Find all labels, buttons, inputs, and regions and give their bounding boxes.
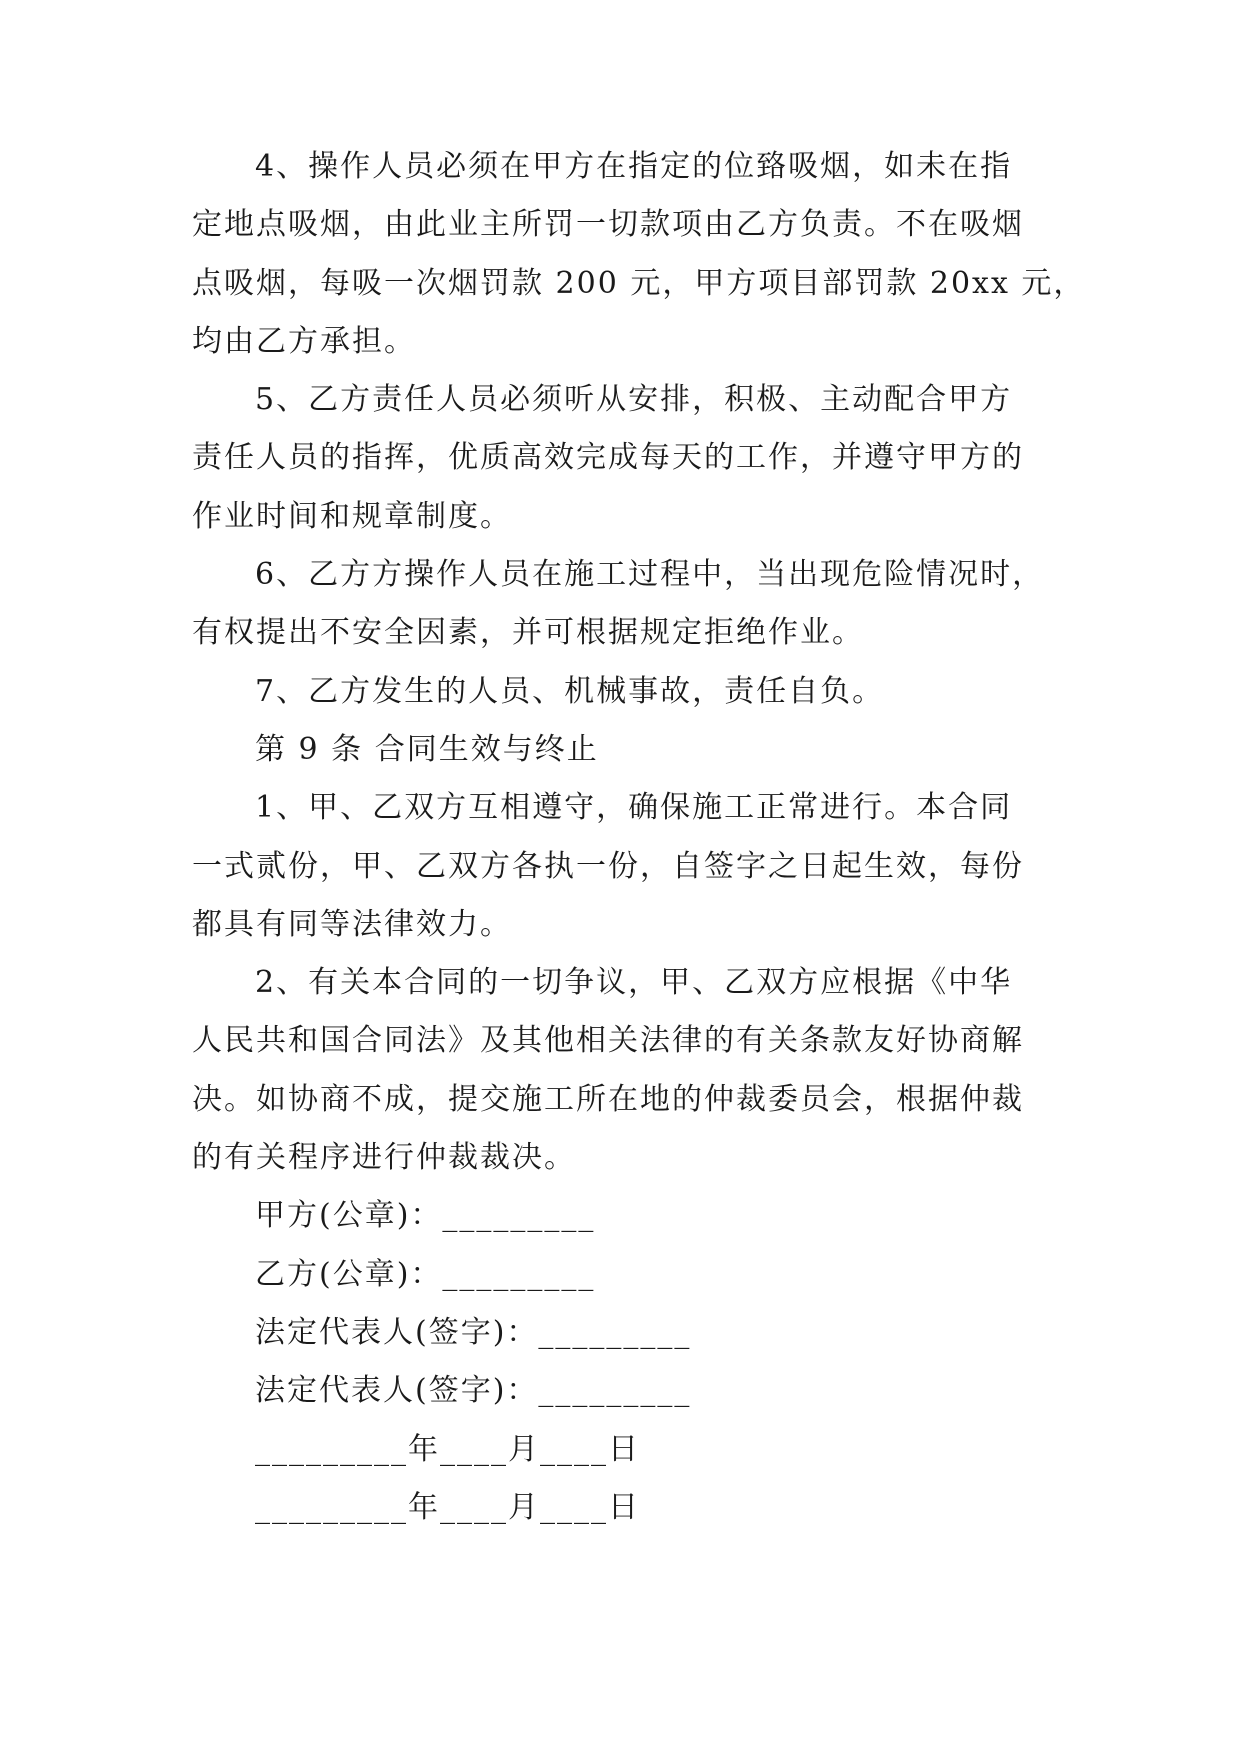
clause-4-line-2: 定地点吸烟，由此业主所罚一切款项由乙方负责。不在吸烟 bbox=[192, 207, 1024, 243]
clause-4-line-3: 点吸烟，每吸一次烟罚款 200 元，甲方项目部罚款 20xx 元， bbox=[192, 265, 1086, 301]
party-a-seal-field: 甲方(公章)：_________ bbox=[255, 1198, 596, 1234]
article-9-item-2-line-2: 人民共和国合同法》及其他相关法律的有关条款友好协商解 bbox=[192, 1023, 1024, 1059]
article-9-item-1-line-3: 都具有同等法律效力。 bbox=[192, 906, 512, 942]
clause-5-line-3: 作业时间和规章制度。 bbox=[192, 498, 512, 534]
clause-6-line-2: 有权提出不安全因素，并可根据规定拒绝作业。 bbox=[192, 615, 864, 651]
article-9-item-2-line-4: 的有关程序进行仲裁裁决。 bbox=[192, 1140, 576, 1176]
article-9-item-1-line-1: 1、甲、乙双方互相遵守，确保施工正常进行。本合同 bbox=[255, 790, 1013, 826]
article-9-item-1-line-2: 一式贰份，甲、乙双方各执一份，自签字之日起生效，每份 bbox=[192, 848, 1024, 884]
date-field-1: _________年____月____日 bbox=[255, 1431, 640, 1467]
contract-text bbox=[192, 138, 1086, 1537]
clause-6-line-1: 6、乙方方操作人员在施工过程中，当出现危险情况时， bbox=[255, 557, 1045, 593]
clause-4-line-1: 4、操作人员必须在甲方在指定的位臵吸烟，如未在指 bbox=[255, 149, 1013, 184]
party-b-seal-field: 乙方(公章)：_________ bbox=[255, 1256, 596, 1292]
clause-4-line-4: 均由乙方承担。 bbox=[192, 323, 416, 359]
article-9-item-2-line-1: 2、有关本合同的一切争议，甲、乙双方应根据《中华 bbox=[255, 965, 1013, 1001]
clause-5-line-1: 5、乙方责任人员必须听从安排，积极、主动配合甲方 bbox=[255, 382, 1013, 418]
clause-5-line-2: 责任人员的指挥，优质高效完成每天的工作，并遵守甲方的 bbox=[192, 440, 1024, 476]
legal-rep-signature-field-1: 法定代表人(签字)：_________ bbox=[255, 1314, 692, 1350]
article-9-item-2-line-3: 决。如协商不成，提交施工所在地的仲裁委员会，根据仲裁 bbox=[192, 1081, 1024, 1117]
article-9-heading: 第 9 条 合同生效与终止 bbox=[255, 731, 599, 767]
date-field-2: _________年____月____日 bbox=[255, 1489, 640, 1525]
clause-7-line-1: 7、乙方发生的人员、机械事故，责任自负。 bbox=[255, 673, 885, 709]
legal-rep-signature-field-2: 法定代表人(签字)：_________ bbox=[255, 1373, 692, 1409]
